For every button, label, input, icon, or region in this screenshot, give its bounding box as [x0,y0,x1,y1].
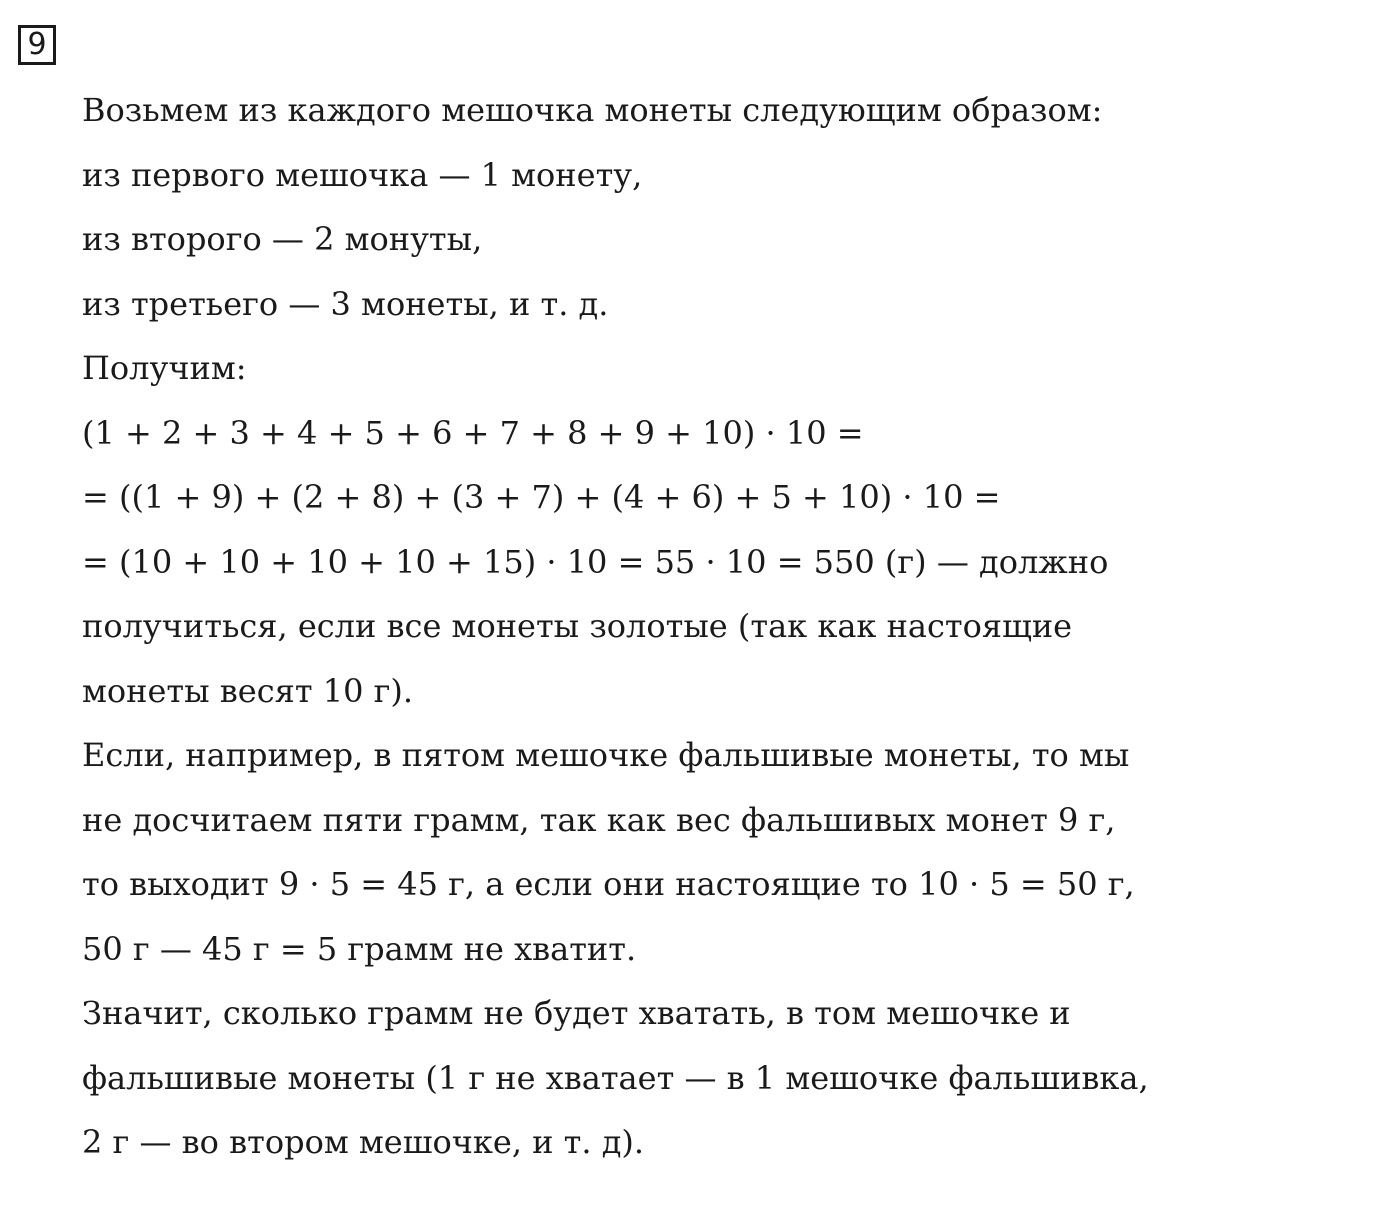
equation-line: (1 + 2 + 3 + 4 + 5 + 6 + 7 + 8 + 9 + 10) · 10 = [82,413,864,452]
text-line: Получим: [82,349,247,387]
text-line: 2 г — во втором мешочке, и т. д). [82,1123,645,1161]
text-line: Значит, сколько грамм не будет хватать, в том мешочке и [82,994,1071,1032]
text-line: не досчитаем пяти грамм, так как вес фальшивых монет 9 г, [82,800,1116,839]
equation-line: 50 г — 45 г = 5 грамм не хватит. [82,929,637,968]
text-line: фальшивые монеты (1 г не хватает — в 1 мешочке фальшивка, [82,1058,1149,1097]
text-line: Возьмем из каждого мешочка монеты следующим образом: [82,91,1103,129]
text-line: монеты весят 10 г). [82,671,414,710]
solution-text [82,78,1362,1175]
equation-line: = (10 + 10 + 10 + 10 + 15) · 10 = 55 · 10 = 550 (г) — должно [82,542,1109,581]
equation-line: = ((1 + 9) + (2 + 8) + (3 + 7) + (4 + 6) + 5 + 10) · 10 = [82,478,1001,516]
equation-line: то выходит 9 · 5 = 45 г, а если они настоящие то 10 · 5 = 50 г, [82,865,1135,903]
text-line: из третьего — 3 монеты, и т. д. [82,284,609,323]
text-line: из второго — 2 монуты, [82,220,483,258]
text-line: Если, например, в пятом мешочке фальшивые монеты, то мы [82,736,1130,774]
text-line: получиться, если все монеты золотые (так как настоящие [82,607,1073,645]
problem-number-box: 9 [18,25,56,65]
text-line: из первого мешочка — 1 монету, [82,155,643,194]
